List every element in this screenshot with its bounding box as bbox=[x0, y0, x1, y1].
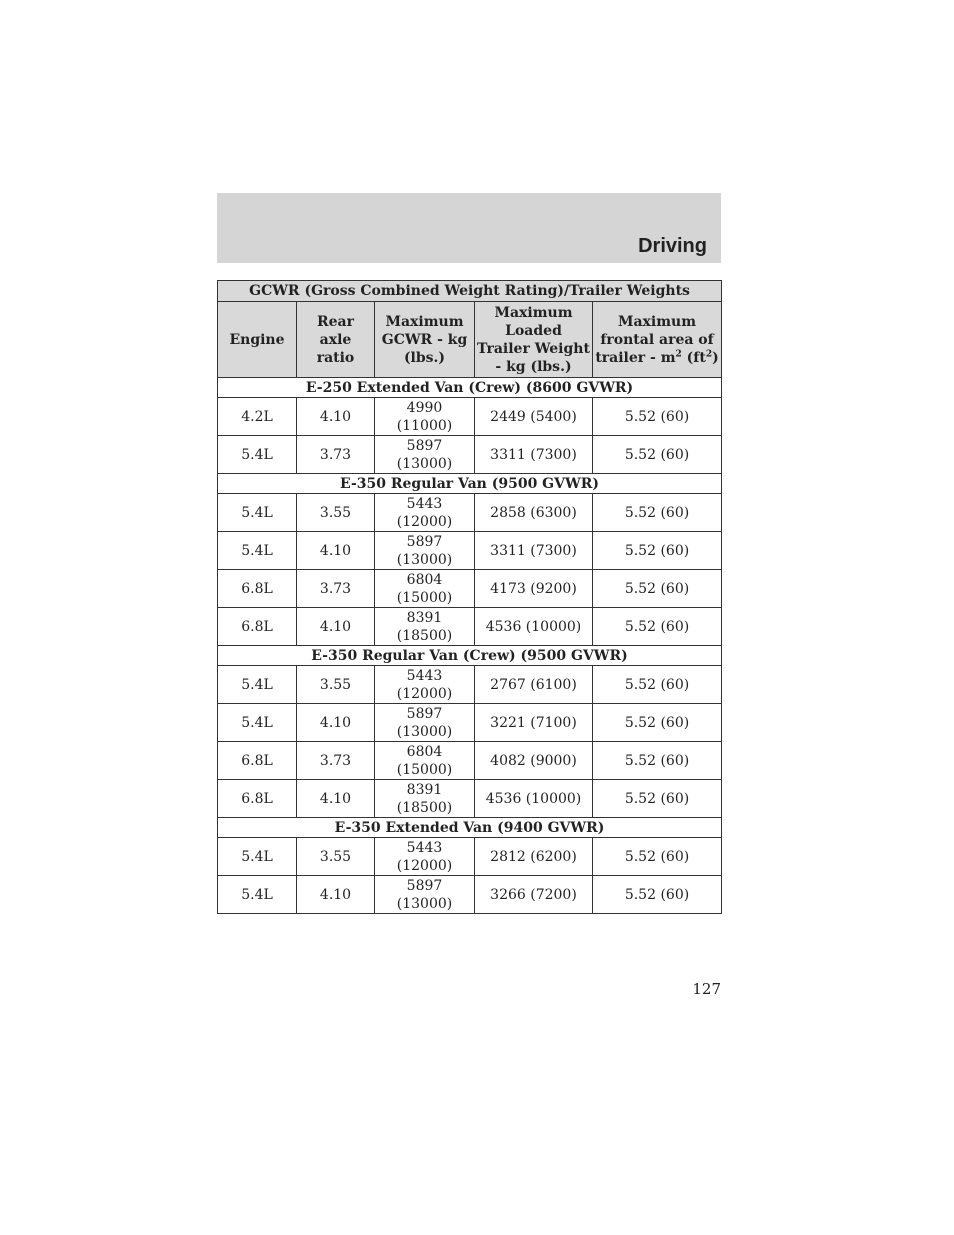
gcwr-kg: 5897 bbox=[406, 437, 443, 454]
gcwr-kg: 6804 bbox=[406, 743, 443, 760]
col-header-max-gcwr: Maximum GCWR - kg (lbs.) bbox=[375, 302, 475, 378]
frontal-area-sup2: 2 bbox=[705, 348, 713, 359]
gcwr-lbs: (18500) bbox=[396, 799, 453, 816]
gcwr-kg: 5443 bbox=[406, 839, 443, 856]
cell-max-gcwr bbox=[375, 398, 475, 436]
cell-frontal-area: 5.52 (60) bbox=[593, 436, 722, 474]
cell-rear-axle-ratio: 4.10 bbox=[297, 704, 375, 742]
cell-max-trailer-weight: 3266 (7200) bbox=[475, 876, 593, 914]
gcwr-trailer-weights-table bbox=[217, 280, 722, 914]
cell-max-gcwr bbox=[375, 780, 475, 818]
table-row bbox=[218, 780, 722, 818]
table-row bbox=[218, 494, 722, 532]
col-header-rear-axle: Rear axle ratio bbox=[297, 302, 375, 378]
gcwr-lbs: (13000) bbox=[396, 723, 453, 740]
cell-frontal-area: 5.52 (60) bbox=[593, 742, 722, 780]
group-title: E-350 Regular Van (Crew) (9500 GVWR) bbox=[218, 646, 722, 666]
cell-rear-axle-ratio: 4.10 bbox=[297, 780, 375, 818]
gcwr-kg: 8391 bbox=[406, 781, 443, 798]
col-header-frontal-area bbox=[593, 302, 722, 378]
cell-rear-axle-ratio: 4.10 bbox=[297, 876, 375, 914]
gcwr-lbs: (13000) bbox=[396, 551, 453, 568]
cell-max-trailer-weight: 4173 (9200) bbox=[475, 570, 593, 608]
cell-frontal-area: 5.52 (60) bbox=[593, 532, 722, 570]
cell-max-gcwr bbox=[375, 704, 475, 742]
table-body bbox=[218, 378, 722, 914]
cell-engine: 6.8L bbox=[218, 570, 297, 608]
cell-max-trailer-weight: 3221 (7100) bbox=[475, 704, 593, 742]
col-header-max-trailer: Maximum Loaded Trailer Weight - kg (lbs.) bbox=[475, 302, 593, 378]
cell-max-gcwr bbox=[375, 666, 475, 704]
cell-frontal-area: 5.52 (60) bbox=[593, 780, 722, 818]
group-row bbox=[218, 818, 722, 838]
page-number: 127 bbox=[692, 980, 721, 998]
gcwr-kg: 8391 bbox=[406, 609, 443, 626]
cell-frontal-area: 5.52 (60) bbox=[593, 608, 722, 646]
cell-frontal-area: 5.52 (60) bbox=[593, 494, 722, 532]
group-title: E-350 Extended Van (9400 GVWR) bbox=[218, 818, 722, 838]
cell-engine: 4.2L bbox=[218, 398, 297, 436]
gcwr-lbs: (12000) bbox=[396, 513, 453, 530]
table-row bbox=[218, 704, 722, 742]
cell-max-trailer-weight: 4082 (9000) bbox=[475, 742, 593, 780]
frontal-area-sup: 2 bbox=[675, 348, 682, 359]
cell-engine: 5.4L bbox=[218, 666, 297, 704]
cell-rear-axle-ratio: 3.55 bbox=[297, 838, 375, 876]
gcwr-lbs: (18500) bbox=[396, 627, 453, 644]
cell-max-gcwr bbox=[375, 436, 475, 474]
cell-rear-axle-ratio: 3.55 bbox=[297, 666, 375, 704]
table-title: GCWR (Gross Combined Weight Rating)/Trailer Weights bbox=[218, 281, 722, 302]
gcwr-lbs: (12000) bbox=[396, 685, 453, 702]
table-row bbox=[218, 838, 722, 876]
cell-engine: 6.8L bbox=[218, 780, 297, 818]
cell-engine: 6.8L bbox=[218, 608, 297, 646]
table-title-row bbox=[218, 281, 722, 302]
frontal-area-mid: (ft bbox=[681, 349, 706, 366]
cell-frontal-area: 5.52 (60) bbox=[593, 838, 722, 876]
table-row bbox=[218, 532, 722, 570]
gcwr-kg: 5897 bbox=[406, 533, 443, 550]
table-row bbox=[218, 570, 722, 608]
frontal-area-post: ) bbox=[712, 349, 719, 366]
table-row bbox=[218, 398, 722, 436]
group-title: E-250 Extended Van (Crew) (8600 GVWR) bbox=[218, 378, 722, 398]
cell-max-gcwr bbox=[375, 876, 475, 914]
cell-engine: 5.4L bbox=[218, 876, 297, 914]
cell-rear-axle-ratio: 4.10 bbox=[297, 608, 375, 646]
cell-frontal-area: 5.52 (60) bbox=[593, 876, 722, 914]
table-row bbox=[218, 876, 722, 914]
cell-rear-axle-ratio: 3.73 bbox=[297, 570, 375, 608]
cell-max-trailer-weight: 2449 (5400) bbox=[475, 398, 593, 436]
group-title: E-350 Regular Van (9500 GVWR) bbox=[218, 474, 722, 494]
table-row bbox=[218, 666, 722, 704]
cell-engine: 5.4L bbox=[218, 704, 297, 742]
section-title: Driving bbox=[638, 235, 707, 257]
cell-max-trailer-weight: 2858 (6300) bbox=[475, 494, 593, 532]
gcwr-lbs: (11000) bbox=[396, 417, 453, 434]
gcwr-lbs: (15000) bbox=[396, 589, 453, 606]
group-row bbox=[218, 646, 722, 666]
cell-max-trailer-weight: 2812 (6200) bbox=[475, 838, 593, 876]
cell-frontal-area: 5.52 (60) bbox=[593, 666, 722, 704]
cell-frontal-area: 5.52 (60) bbox=[593, 570, 722, 608]
frontal-area-label: Maximum frontal area of trailer - m bbox=[595, 313, 714, 366]
cell-engine: 5.4L bbox=[218, 532, 297, 570]
gcwr-lbs: (13000) bbox=[396, 455, 453, 472]
gcwr-kg: 6804 bbox=[406, 571, 443, 588]
column-header-row bbox=[218, 302, 722, 378]
cell-engine: 6.8L bbox=[218, 742, 297, 780]
cell-max-gcwr bbox=[375, 742, 475, 780]
cell-max-gcwr bbox=[375, 570, 475, 608]
cell-max-gcwr bbox=[375, 608, 475, 646]
gcwr-kg: 5443 bbox=[406, 495, 443, 512]
gcwr-kg: 5897 bbox=[406, 877, 443, 894]
cell-max-trailer-weight: 3311 (7300) bbox=[475, 436, 593, 474]
col-header-engine: Engine bbox=[218, 302, 297, 378]
cell-frontal-area: 5.52 (60) bbox=[593, 704, 722, 742]
cell-frontal-area: 5.52 (60) bbox=[593, 398, 722, 436]
cell-engine: 5.4L bbox=[218, 436, 297, 474]
group-row bbox=[218, 474, 722, 494]
table-row bbox=[218, 742, 722, 780]
cell-max-trailer-weight: 2767 (6100) bbox=[475, 666, 593, 704]
gcwr-lbs: (12000) bbox=[396, 857, 453, 874]
section-header-band bbox=[217, 193, 721, 263]
table-row bbox=[218, 436, 722, 474]
cell-max-gcwr bbox=[375, 532, 475, 570]
cell-rear-axle-ratio: 3.55 bbox=[297, 494, 375, 532]
gcwr-lbs: (13000) bbox=[396, 895, 453, 912]
cell-max-trailer-weight: 4536 (10000) bbox=[475, 780, 593, 818]
cell-engine: 5.4L bbox=[218, 494, 297, 532]
gcwr-kg: 5443 bbox=[406, 667, 443, 684]
cell-max-gcwr bbox=[375, 838, 475, 876]
cell-rear-axle-ratio: 3.73 bbox=[297, 742, 375, 780]
group-row bbox=[218, 378, 722, 398]
cell-engine: 5.4L bbox=[218, 838, 297, 876]
cell-rear-axle-ratio: 4.10 bbox=[297, 398, 375, 436]
gcwr-lbs: (15000) bbox=[396, 761, 453, 778]
cell-max-gcwr bbox=[375, 494, 475, 532]
table-row bbox=[218, 608, 722, 646]
cell-rear-axle-ratio: 3.73 bbox=[297, 436, 375, 474]
cell-rear-axle-ratio: 4.10 bbox=[297, 532, 375, 570]
gcwr-kg: 4990 bbox=[406, 399, 443, 416]
cell-max-trailer-weight: 4536 (10000) bbox=[475, 608, 593, 646]
gcwr-kg: 5897 bbox=[406, 705, 443, 722]
cell-max-trailer-weight: 3311 (7300) bbox=[475, 532, 593, 570]
